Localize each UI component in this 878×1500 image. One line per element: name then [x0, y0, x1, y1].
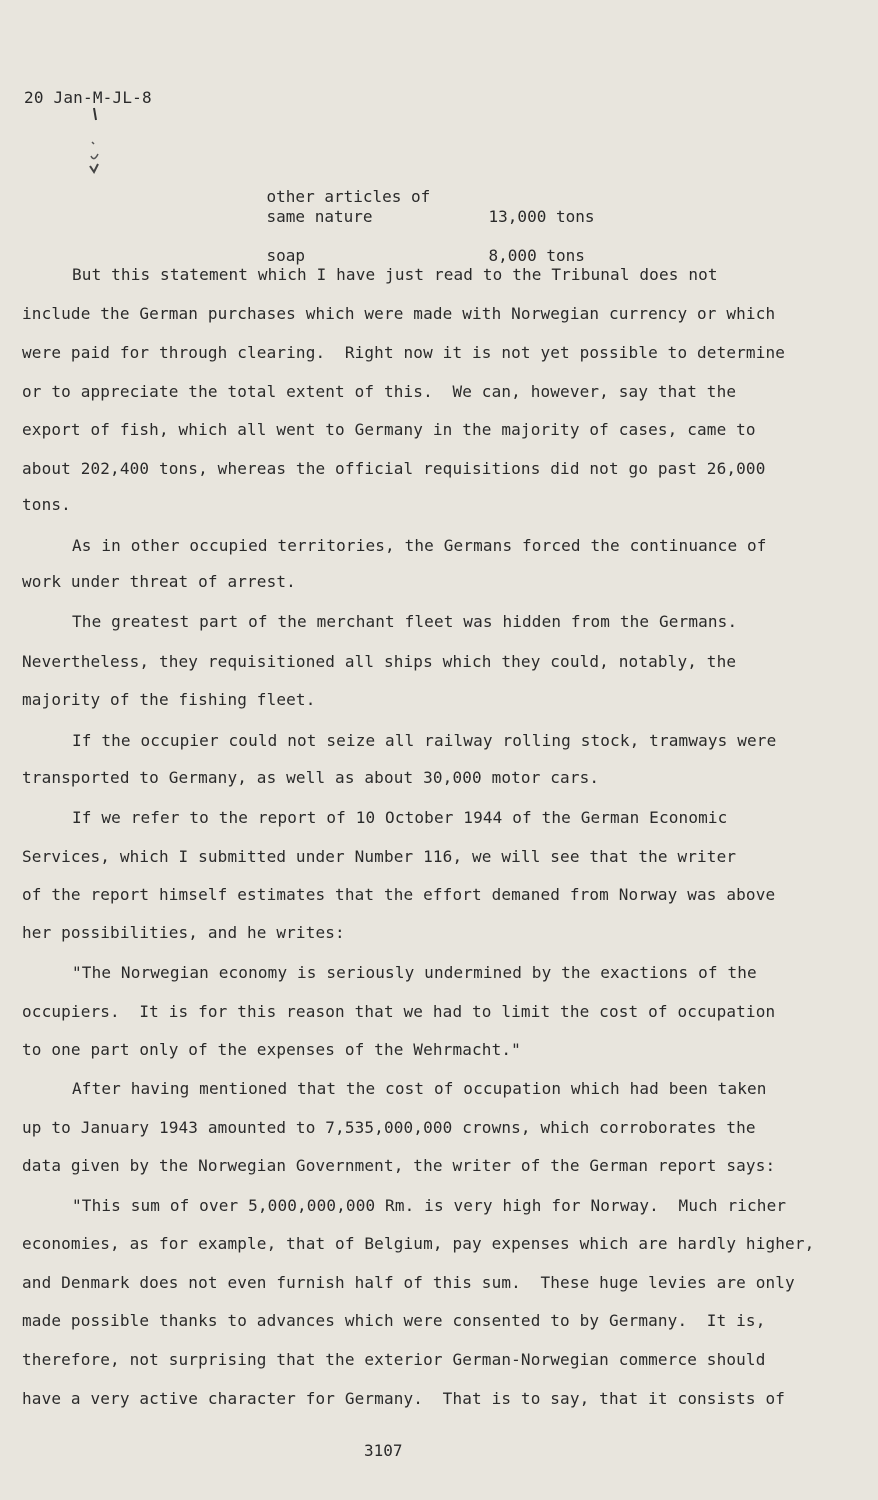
handwritten-marks: [88, 106, 104, 176]
text-line: export of fish, which all went to Germany in the majority of cases, came to: [22, 420, 756, 439]
text-line: "The Norwegian economy is seriously undermined by the exactions of the: [72, 963, 757, 982]
text-line: up to January 1943 amounted to 7,535,000,000 crowns, which corroborates the: [22, 1118, 756, 1137]
text-line: If we refer to the report of 10 October 1944 of the German Economic: [72, 808, 728, 827]
text-line: were paid for through clearing. Right now it is not yet possible to determine: [22, 343, 786, 362]
document-reference: 20 Jan-M-JL-8: [24, 88, 152, 107]
text-line: If the occupier could not seize all railway rolling stock, tramways were: [72, 731, 777, 750]
text-line: economies, as for example, that of Belgium, pay expenses which are hardly higher,: [22, 1234, 815, 1253]
text-line: After having mentioned that the cost of occupation which had been taken: [72, 1079, 767, 1098]
table-item-label: other articles of: [266, 187, 431, 206]
text-line: her possibilities, and he writes:: [22, 923, 345, 942]
text-line: therefore, not surprising that the exterior German-Norwegian commerce should: [22, 1350, 766, 1369]
text-line: As in other occupied territories, the Germans forced the continuance of: [72, 536, 767, 555]
text-line: data given by the Norwegian Government, the writer of the German report says:: [22, 1156, 776, 1175]
text-line: Nevertheless, they requisitioned all ships which they could, notably, the: [22, 652, 737, 671]
text-line: or to appreciate the total extent of this. We can, however, say that the: [22, 382, 737, 401]
text-line: The greatest part of the merchant fleet was hidden from the Germans.: [72, 612, 738, 631]
text-line: occupiers. It is for this reason that we had to limit the cost of occupation: [22, 1002, 776, 1021]
text-line: "This sum of over 5,000,000,000 Rm. is very high for Norway. Much richer: [72, 1196, 787, 1215]
text-line: made possible thanks to advances which were consented to by Germany. It is,: [22, 1311, 766, 1330]
table-item-value: 13,000 tons: [488, 207, 595, 226]
text-line: transported to Germany, as well as about 30,000 motor cars.: [22, 768, 600, 787]
table-item-value: 8,000 tons: [488, 246, 585, 265]
text-line: and Denmark does not even furnish half of this sum. These huge levies are only: [22, 1273, 795, 1292]
text-line: of the report himself estimates that the effort demaned from Norway was above: [22, 885, 776, 904]
text-line: to one part only of the expenses of the Wehrmacht.": [22, 1040, 521, 1059]
text-line: have a very active character for Germany. That is to say, that it consists of: [22, 1389, 786, 1408]
text-line: Services, which I submitted under Number 116, we will see that the writer: [22, 847, 737, 866]
table-item-label: same nature: [266, 207, 373, 226]
page-number: 3107: [364, 1441, 403, 1460]
table-item-label: soap: [266, 246, 306, 265]
text-line: tons.: [22, 495, 71, 514]
text-line: include the German purchases which were made with Norwegian currency or which: [22, 304, 776, 323]
text-line: majority of the fishing fleet.: [22, 690, 316, 709]
text-line: But this statement which I have just read to the Tribunal does not: [72, 265, 718, 284]
text-line: about 202,400 tons, whereas the official requisitions did not go past 26,000: [22, 459, 766, 478]
text-line: work under threat of arrest.: [22, 572, 296, 591]
